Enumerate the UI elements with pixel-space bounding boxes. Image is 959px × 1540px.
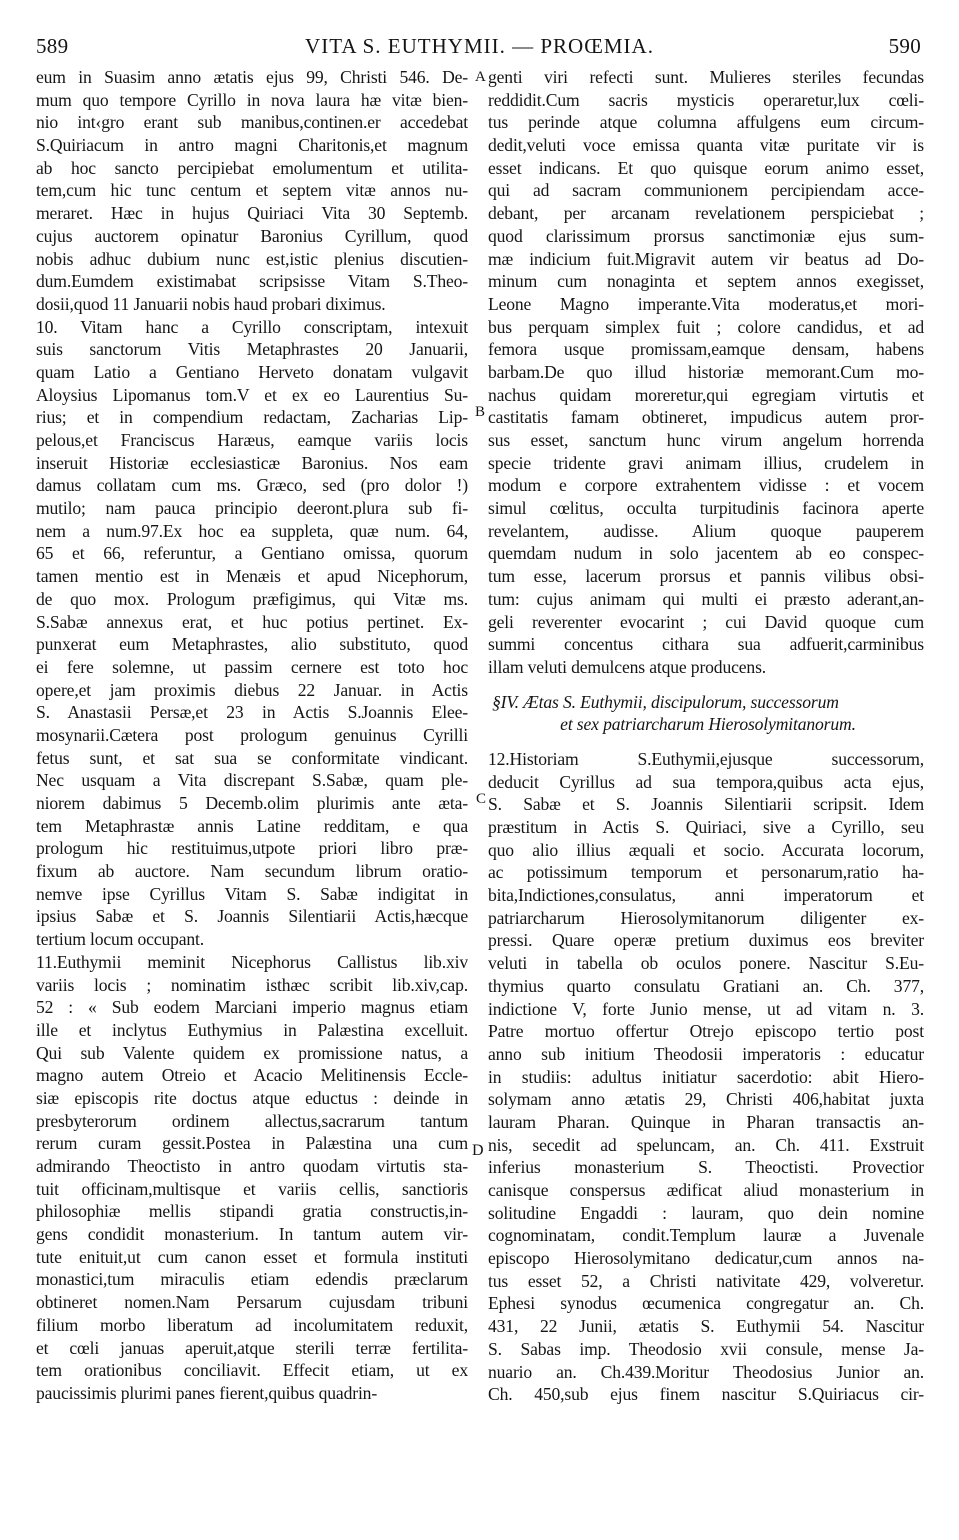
text-line: tem orationibus conciliavit. Effecit etiam, ut ex (36, 1360, 468, 1381)
text-line: solymam anno ætatis 29, Christi 406,habitat juxta (488, 1089, 924, 1110)
text-line: genti viri refecti sunt. Mulieres steriles fecundas (488, 67, 924, 87)
text-line: thymius quarto consulatu Gratiani an. Ch. 377, (488, 975, 924, 996)
text-line: canisque conspersus ædificat aliud monasterium in (488, 1180, 924, 1200)
text-line: ac potissimum temporum et personarum,ratio ha- (488, 862, 924, 883)
text-line: punxerat eum Metaphrastes, alio substituto, quod (36, 634, 468, 655)
text-line: et cœli januas aperuit,atque sterili terræ fertilita- (36, 1337, 468, 1358)
right-column-bottom (488, 748, 924, 1406)
text-line: patriarcharum Hierosolymitanorum diligenter ex- (488, 907, 924, 928)
text-line: S.Sabæ annexus erat, et huc potius pertinet. Ex- (36, 611, 468, 632)
margin-letter-c: C (476, 791, 487, 807)
text-line: tute enituit,ut cum canon esset et formula instituti (36, 1246, 468, 1267)
text-line: tuit officinam,multisque et variis cellis, sanctioris (36, 1178, 468, 1199)
text-line: 431, 22 Junii, ætatis S. Euthymii 54. Nascitur (488, 1316, 924, 1337)
text-line: pelous,et Franciscus Haræus, eamque variis locis (36, 430, 468, 450)
text-line: dedit,veluti voce emissa quanta vitæ puritate vir is (488, 135, 924, 156)
text-line: eum in Suasim anno ætatis ejus 99, Christi 546. De- (36, 67, 468, 87)
text-line: nuario an. Ch.439.Moritur Theodosius Junior an. (488, 1361, 924, 1382)
text-line: tamen mentio est in Menæis et apud Nicephorum, (36, 566, 468, 587)
margin-letter-d: D (472, 1142, 484, 1159)
text-line: in studiis: adultus initiatur sacerdotio: abit Hiero- (488, 1066, 924, 1087)
text-line: tem,cum hic tunc centum et septem vitæ annos nu- (36, 180, 468, 201)
text-line: sus esset, sanctum hunc virum angelum horrenda (488, 430, 924, 450)
text-line: rius; et in compendium redactam, Zacharias Lip- (36, 407, 468, 428)
text-line: nis, secedit ad speluncam, an. Ch. 411. Exstruit (488, 1134, 924, 1155)
text-line: 11.Euthymii meminit Nicephorus Callistus lib.xiv (36, 951, 468, 972)
text-line: nobis adhuc dubium nunc est,istic plenius discutien- (36, 248, 468, 269)
text-line: specie tridente gravi animam illius, crudelem in (488, 452, 924, 473)
text-line: mum quo tempore Cyrillo in nova laura hæ vitæ bien- (36, 89, 468, 110)
text-line: fetus sunt, et sat sua se conformitate vindicant. (36, 747, 468, 768)
text-line: quemdam nudum in solo jacentem ab eo conspec- (488, 543, 924, 564)
right-column (488, 66, 924, 1406)
text-line: illam veluti demulcens atque producens. (488, 656, 767, 677)
text-line: nio int‹gro erant sub manibus,continen.er accedebat (36, 112, 468, 133)
text-line: minum cum nonaginta et septem annos exegisset, (488, 271, 924, 292)
text-line: geli reverenter evocarint ; cui David quoque cum (488, 611, 924, 632)
text-line: tem Metaphrastæ annis Latine redditam, e qua (36, 815, 468, 836)
text-line: veluti in tabella ob oculos ponere. Nascitur S.Eu- (488, 953, 924, 974)
text-line: mæ indicium fuit.Migravit autem vir beatus ad Do- (488, 248, 924, 269)
text-line: Ch. 450,sub ejus finem nascitur S.Quiriacus cir- (488, 1384, 924, 1405)
text-line: qui ad sacram communionem percipiendam acce- (488, 180, 924, 201)
text-line: variis locis ; nominatim isthæc scribit lib.xiv,cap. (36, 974, 468, 995)
text-line: dum.Eumdem existimabat scripsisse Vitam S.Theo- (36, 271, 468, 292)
text-line: cognominatam, condit.Templum lauræ a Juvenale (488, 1225, 924, 1246)
text-line: tus esset 52, a Christi nativitate 429, volveretur. (488, 1270, 924, 1291)
text-line: Ephesi synodus œcumenica congregatur an. Ch. (488, 1293, 924, 1314)
text-line: nem a num.97.Ex hoc ea suppleta, quæ num. 64, (36, 520, 468, 541)
text-line: simul cœlitus, occulta turpitudinis facinora aperte (488, 498, 924, 519)
text-line: pressi. Quare operæ pretium duximus eos breviter (488, 930, 924, 951)
text-line: mosynarii.Cætera post prologum genuinus Cyrilli (36, 724, 468, 745)
text-line: niorem dabimus 5 Decemb.olim plurimis ante æta- (36, 793, 468, 813)
margin-letter-a: A (475, 69, 486, 85)
text-line: bus perquam simplex fuit ; colore candidus, et ad (488, 316, 924, 337)
text-line: paucissimis plurimi panes fierent,quibus quadrin- (36, 1382, 378, 1403)
text-line: revelantem, audisse. Alium quoque pauperem (488, 520, 924, 541)
text-line: S. Sabæ et S. Joannis Silentiarii scripsit. Idem (488, 794, 924, 815)
text-line: deducit Cyrillus ad sua tempora,quibus acta ejus, (488, 771, 924, 792)
text-line: tum esse, lacerum prorsus et pannis vilibus obsi- (488, 566, 924, 587)
text-line: Leone Magno imperante.Vita moderatus,et mori- (488, 293, 924, 314)
text-line: fixum ab auctore. Nam secundum librum oratio- (36, 861, 468, 882)
text-line: S. Sabas imp. Theodosio xvii consule, mense Ja- (488, 1338, 924, 1359)
heading-spacer (488, 736, 924, 748)
text-line: magno autem Otreio et Acacio Melitinensis Eccle- (36, 1065, 468, 1086)
text-line: solitudine Engaddi : lauram, quo dein nomine (488, 1202, 924, 1223)
section-heading-line-2: et sex patriarcharum Hierosolymitanorum. (560, 714, 856, 735)
text-line: siæ episcopis rite doctus atque eductus : deinde in (36, 1087, 468, 1108)
running-title: VITA S. EUTHYMII. — PROŒMIA. (305, 34, 654, 58)
text-line: presbyterorum ordinem allectus,sacrarum tantum (36, 1110, 468, 1131)
text-line: quod clarissimum prorsus sanctimoniæ ejus sum- (488, 225, 924, 246)
text-line: mutilo; nam pauca principio deeront.plura sub fi- (36, 498, 468, 519)
text-line: philosophiæ mellis stipandi gratia constructis,in- (36, 1201, 468, 1222)
text-line: modum e corpore extrahentem vidisse : et vocem (488, 475, 924, 496)
text-line: monastici,tum miraculis etiam edendis præclarum (36, 1269, 468, 1290)
text-line: S. Anastasii Persæ,et 23 in Actis S.Joannis Elee- (36, 702, 468, 723)
text-line: nachus quidam moreretur,qui egregiam virtutis et (488, 384, 924, 405)
text-line: admirando Theoctisto in antro quodam virtutis sta- (36, 1156, 468, 1176)
text-line: barbam.De quo illud historiæ memorant.Cum mo- (488, 361, 924, 382)
heading-spacer (488, 679, 924, 691)
text-line: ipsius Sabæ et S. Joannis Silentiarii Actis,hæcque (36, 906, 468, 927)
text-line: inferius monasterium S. Theoctisti. Provectior (488, 1157, 924, 1178)
right-column-top (488, 66, 924, 679)
text-line: suis sanctorum Vitis Metaphrastes 20 Januarii, (36, 339, 468, 360)
text-line: cujus auctorem opinatur Baronius Cyrillum, quod (36, 225, 468, 246)
text-line: reddidit.Cum sacris mysticis operaretur,lux cœli- (488, 89, 924, 110)
text-line: filium morbo liberatum ad incolumitatem reduxit, (36, 1314, 468, 1335)
text-line: de quo mox. Prologum præfigimus, qui Vitæ ms. (36, 588, 468, 609)
text-line: ille et inclytus Euthymius in Palæstina excelluit. (36, 1019, 468, 1040)
text-line: gens condidit monasterium. In tantum autem vir- (36, 1224, 468, 1245)
text-line: anno sub initium Theodosii imperatoris : educatur (488, 1043, 924, 1064)
text-line: femora usque promissam,eamque densam, habens (488, 339, 924, 360)
text-line: quam Latio a Gentiano Herveto donatam vulgavit (36, 361, 468, 382)
text-line: ei fere solemne, ut passim cernere est toto hoc (36, 656, 468, 677)
text-line: ab hoc sancto percipiebat emolumentum et utilita- (36, 157, 468, 178)
text-line: tertium locum occupant. (36, 929, 205, 950)
page-number-left: 589 (36, 34, 69, 58)
text-line: indictione V, forte Junio mense, ut ad vitam n. 3. (488, 998, 924, 1019)
text-line: prologum hic restituimus,utpote priori libro præ- (36, 838, 468, 859)
text-line: S.Quiriacum in antro magni Charitonis,et magnum (36, 135, 468, 156)
text-line: 10. Vitam hanc a Cyrillo conscriptam, intexuit (36, 316, 468, 337)
text-line: 12.Historiam S.Euthymii,ejusque successorum, (488, 748, 924, 769)
text-line: Nec usquam a Vita discrepant S.Sabæ, quam ple- (36, 770, 468, 791)
margin-letter-b: B (475, 404, 486, 420)
text-line: summi concentus cithara sua adfuerit,carminibus (488, 634, 924, 655)
text-line: præstitum in Actis S. Quiriaci, sive a Cyrillo, seu (488, 817, 924, 837)
text-line: episcopo Hierosolymitano dedicatur,cum annos na- (488, 1248, 924, 1269)
text-line: nemve ipse Cyrillus Vitam S. Sabæ indigitat in (36, 883, 468, 904)
text-line: 52 : « Sub eodem Marciani imperio magnus etiam (36, 997, 468, 1018)
text-line: 65 et 66, referuntur, a Gentiano omissa, quorum (36, 543, 468, 564)
text-line: Patre mortuo offertur Otrejo episcopo tertio post (488, 1021, 924, 1042)
text-line: lauram Pharan. Quinque in Pharan transactis an- (488, 1111, 924, 1132)
text-line: quo alio illius æquali et socio. Accurata locorum, (488, 839, 924, 860)
text-line: Aloysius Lipomanus tom.V et ex eo Laurentius Su- (36, 384, 468, 405)
text-line: inseruit Historiæ ecclesiasticæ Baronius. Nos eam (36, 452, 468, 473)
text-line: castitatis famam obtineret, impudicus autem pror- (488, 407, 924, 428)
text-line: dosii,quod 11 Januarii nobis haud probari diximus. (36, 293, 386, 314)
text-line: obtineret nomen.Nam Persarum cujusdam tribuni (36, 1292, 468, 1313)
text-line: rerum curam gessit.Postea in Palæstina una cum (36, 1133, 468, 1154)
text-line: esset indicans. Et quo quisque eorum animo esset, (488, 157, 924, 178)
text-line: tus perinde atque columna affulgens eum circum- (488, 112, 924, 133)
text-line: opere,et jam proximis diebus 22 Januar. in Actis (36, 679, 468, 700)
section-heading-line-1: §IV. Ætas S. Euthymii, discipulorum, successorum (492, 691, 839, 712)
text-line: Qui sub Valente quidem ex promissione natus, a (36, 1042, 468, 1063)
text-line: debant, per arcanam revelationem perspiciebat ; (488, 203, 924, 224)
text-line: meraret. Hæc in hujus Quiriaci Vita 30 Septemb. (36, 203, 468, 224)
page-number-right: 590 (888, 34, 921, 58)
text-line: bita,Indictiones,consulatus, anni imperatorum et (488, 885, 924, 906)
text-line: tum: cujus animam qui multi ei præsto aderant,an- (488, 588, 924, 609)
text-line: damus collatam cum ms. Græco, sed (pro dolor !) (36, 475, 468, 496)
left-column (36, 66, 468, 1405)
